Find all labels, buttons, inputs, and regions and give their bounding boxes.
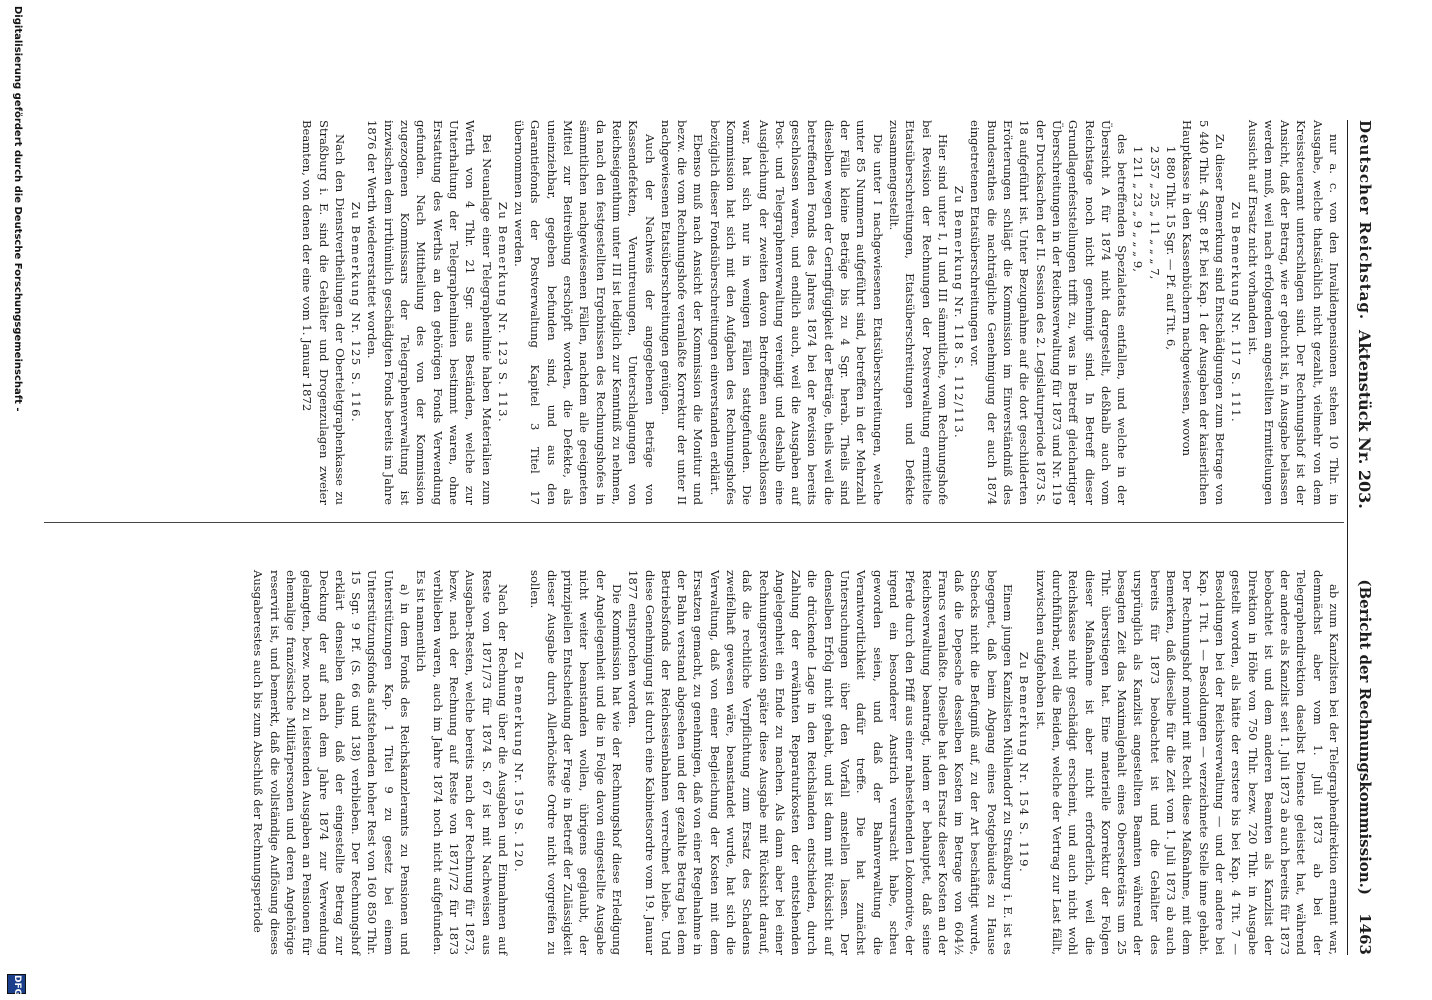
paragraph: Auch der Nachweis der angegebenen Beträge von Kassendefekten, Veruntreuungen, Unterschlagungen von Reichseigenthum unter III ist lediglich zur Kenntniß zu nehmen, da nach den festgestellten Ergebnissen des Rechnungshofes in sämmtlichen nachgewiesenen Fällen, nachdem alle geeigneten Mittel zur Beitreibung erschöpft worden, die Defekte, als uneinziehbar, gegeben befunden sind, und aus den Garantiefonds der Postverwaltung Kapitel 3 Titel 17 übernommen zu werden. [512,120,657,505]
section-heading: Zu Bemerkung Nr. 125 S. 116. [349,201,364,424]
header-document-number: Aktenstück Nr. 203. [1355,330,1374,509]
header-left-title: Deutscher Reichstag. [1356,120,1374,321]
section-heading: Zu Bemerkung Nr. 117 S. 111. [1229,201,1244,424]
paragraph: des betreffenden Spezialetats entfallen, und welche in der Übersicht A für 1874 nicht dargestellt, deßhalb auch vom Reichstage noch nicht genehmigt sind. In Betreff dieser Grundlagenfeststellungen trifft zu, was in Betreff gleichartiger Überschreitungen in der Reichsverwaltung für 1873 und Nr. 119 der Drucksachen der II. Session des 2. Legislaturperiode 1873 S. 18 aufgeführt ist. Unter Bezugnahme auf die dort geschilderten Erörterungen schlägt die Kommission im Einverständniß des Bundesrathes die nachträgliche Genehmigung der auch 1874 eingetretenen Etatsüberschreitungen vor. [968,120,1130,505]
dfg-logo-icon: DFG [7,974,26,994]
paragraph: nur a. c. von den Invalidenpensionen stehen 10 Thlr. in Ausgabe, welche thatsächlich nicht gezahlt, vielmehr von dem Kreissteueramt unterschlagen sind. Der Rechnungshof ist der Ansicht, daß der Betrag, wie er gebucht ist, in Ausgabe belassen werden muß, weil nach erfolgendem angestellten Ermittelungen Aussicht auf Ersatz nicht vorhanden ist. [1245,120,1341,505]
paragraph: Hier sind unter I, II und III sämmtliche, vom Rechnungshofe bei Revision der Rechnungen der Postverwaltung ermittelte Etatsüberschreitungen, Etatsüberschreitungen und Defekte zusammengestellt. [886,120,950,505]
header-right-title: (Bericht der Rechnungskommission.) [1356,579,1374,895]
paragraph: ab zum Kanzlisten bei der Telegraphendirektion ernannt war, demnächst aber vom 1. Juli 1873 ab bei der Telegraphendirektion daselbst Dienste geleistet hat, während der andere als Kanzlist seit 1. Juli 1873 ab auch bereits für 1873 beobachtet ist und dem anderen Beamten als Kanzlist der Direktion in Höhe von 750 Thlr. bezw. 720 Thlr. in Ausgabe gestellt worden, als hätte der erstere bis bei Kap. 4 Tit. 7 — Besoldungen bei der Reichsverwaltung — und der andere bei Kap. 1 Tit. 1 — Besoldungen — verzeichnete Stelle inne gehabt. Der Rechnungshof monirt mit Recht diese Maßnahme, mit dem Bemerken, daß dieselbe für die Zeit vom 1. Juli 1873 ab auch bereits für 1873 beobachtet ist und die Gehälter des ursprünglich als Kanzlist angestellten Beamten während der besagten Zeit das Maximalgehalt eines Obersekretärs um 25 Thlr. überstiegen hat. Eine materielle Korrektur der Folgen dieser Maßnahme ist aber nicht erforderlich, weil die Reichskasse nicht geschädigt erscheint, und auch nicht wohl durchführbar, weil die Beiden, welche der Vertrag zur Last fällt, inzwischen aufgehoben ist. [1033,570,1341,955]
paragraph: Nach den Dienstvertheilungen der Oberteletgraphenkasse zu Straßburg i. E. sind die Gehälter und Drogenzulagen zweier Beamten, von denen der eine vom 1. Januar 1872 [300,120,347,505]
amount-row: 2 357 „ 25 „ 11 „ „ „ 7, [1147,146,1162,280]
paragraph: Die unter I nachgewiesenen Etatsüberschreitungen, welche unter 85 Nummern aufgeführt sind, betreffen in der Mehrzahl der Fälle kleine Beträge bis zu 4 Sgr. herab. Theils sind dieselben wegen der Geringfügigkeit der Beträge, theils weil die betreffenden Fonds des Jahres 1874 bei der Revision bereits geschlossen waren, und endlich auch, weil die Ausgaben auf Post- und Telegraphenverwaltung vereinigt und deshalb eine Ausgleichung der zweiten davon Betroffenen ausgeschlossen war, hat sich nur in wenigen Fällen stattgefunden. Die Kommission hat sich mit den Aufgaben des Rechnungshofes bezüglich dieser Fondsüberschreitungen einverstanden erklärt. [707,120,885,505]
paragraph: a) in dem Fonds des Reichskanzleramts zu Pensionen und Unterstützungen Kap. 1 Titel 9 zu gesetz bei einem Unterstützungsfonds aufstehenden hoher Rest von 160 850 Thlr. 15 Sgr. 9 Pf. (S. 66 und 138) verblieben. Der Rechnungshof erklärt denselben dahin, daß der eingestellte Betrag zur Deckung der auf nach dem Jahre 1874 zur Verwendung gelangten, bezw. noch zu leistenden Ausgaben an Pensionen für ehemalige französische Militärpersonen und deren Angehörige reservirt ist, und bemerkt, daß die vollständige Auflösung dieses Ausgaberestes auch bis zum Abschluß der Rechnungsperiode [251,570,413,955]
amount-row: 1 211 „ 23 „ 9 „ „ „ 9, [1131,146,1146,272]
paragraph: Die Kommission hat wie der Rechnungshof diese Erledigung der Angelegenheit und die in Folge davon eingestellte Ausgabe nicht weiter beanstanden wollen, übrigens geglaubt, der prinzipiellen Entscheidung der Frage in Betreff der Zulässigkeit dieser Ausgabe durch Allerhöchste Ordre nicht vorgreifen zu sollen. [528,570,624,955]
running-head [1350,120,1374,955]
header-rule [1347,120,1348,955]
amount-row: 1 880 Thlr. 15 Sgr. — Pf. auf Tit. 6, [1164,146,1179,351]
paragraph: Zu dieser Bemerkung sind Entschädigungen zum Betrage von 5 440 Thlr. 4 Sgr. 8 Pf. bei Kap. 1 der Ausgaben der kaiserlichen Hauptkasse in den Kassenbüchern nachgewiesen, wovon [1180,120,1227,505]
left-text-column [299,120,1342,505]
right-text-column [250,570,1342,955]
column-separator [44,522,1344,523]
paragraph: Bei Neuanlage einer Telegraphenlinie haben Materialien zum Werth von 4 Thlr. 21 Sgr. aus Beständen, welche zur Unterhaltung der Telegraphenlinien bestimmt waren, ohne Erstattung des Werths an den gehörigen Fonds Verwendung gefunden. Nach Mittheilung des von der Kommission zugezogenen Kommissars der Telegraphenverwaltung ist inzwischen dem irrthümlich geschädigten Fonds bereits im Jahre 1876 der Werth wiedererstattet worden. [365,120,494,505]
section-heading: Zu Bemerkung Nr. 159 S. 120. [512,651,527,874]
digitization-note: Digitalisierung gefördert durch die Deutsche Forschungsgemeinschaft - [12,6,23,412]
paragraph: Ebenso muß nach Ansicht der Kommission die Monitur und bezw. die vom Rechnungshofe veranlaßte Korrektur der unter II nachgewiesenen Etatsüberschreitungen genügen. [658,120,706,505]
page-number: 1463 [1356,913,1374,955]
section-heading: Zu Bemerkung Nr. 123 S. 113. [495,201,510,424]
digitization-footer [6,0,28,1000]
paragraph: Einem jungen Kanzlisten Mühlendorf zu Straßburg i. E. ist es begegnet, daß beim Abgang eines Postgebäudes zu Hause Schecks nicht die Befugniß auf, zu der Art beschäftigt wurde, daß die Depesche desselben Kosten im Betrage von 604½ Francs veranlaßte. Dieselbe hat den Ersatz dieser Kosten an der Reichsverwaltung beantragt, indem er behauptet, daß seine Pferde durch den Pfiff aus einer nahestehenden Lokomotive, der irgend ein besonderer Anstrich verursacht habe, scheu geworden seien, und daß der Bahnverwaltung die Verantwortlichkeit dafür treffe. Die hat zunächst Untersuchungen über den Vorfall anstellen lassen. Der denselben Erfolg nicht gehabt, und ist dann mit Rücksicht auf die drückende Lage in den Reichslanden entschieden, durch Zahlung der erwähnten Reparaturkosten der entstehenden Angelegenheit ein Ende zu machen. Als dann aber bei einer Rechnungsrevision später diese Ausgabe mit Rücksicht darauf, daß die rechtliche Verpflichtung zum Ersatz des Schadens zweifelhaft gewesen wäre, beanstandet wurde, hat sich die Verwaltung, daß von einer Begleichung der Kosten mit dem Ersatzen gemacht, zu genehmigen, daß von einer Regelnahme in der Bahn verstand abgesehen und der gezahlte Betrag bei dem Betriebsfonds der Reichseisenbahnen verrechnet bleibe. Und diese Genehmigung ist durch eine Kabinetsordre vom 19. Januar 1877 entsprochen worden. [626,570,1016,955]
section-heading: Zu Bemerkung Nr. 118 S. 112/113. [952,185,967,440]
section-heading: Zu Bemerkung Nr. 154 S. 119. [1017,651,1032,874]
paragraph: Nach der Rechnung über die Ausgaben und Einnahmen auf Reste von 1871/73 für 1874 S. 67 ist mit Nachweisen aus Ausgaben-Resten, welche bereits nach der Rechnung für 1873, bezw. nach der Rechnung auf Reste von 1871/72 für 1873 verblieben waren, auch im Jahre 1874 noch nicht aufgefunden. Es ist namentlich [414,570,510,955]
